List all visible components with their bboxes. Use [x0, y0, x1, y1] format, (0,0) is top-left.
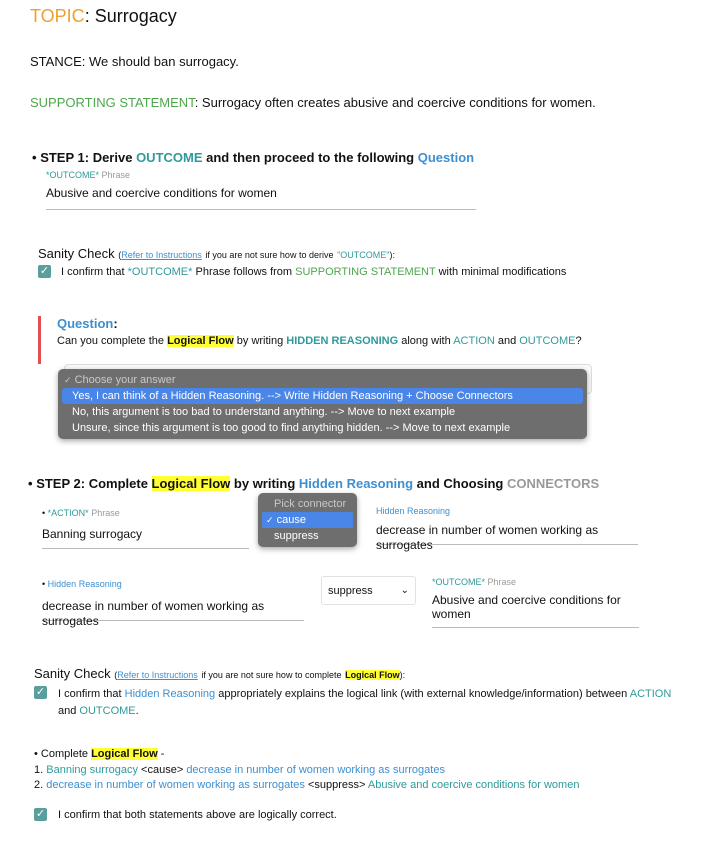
flow-line-2	[34, 779, 579, 791]
question-title	[57, 316, 118, 331]
outcome-field-value: Abusive and coercive conditions for women	[46, 186, 277, 200]
supporting-statement: SUPPORTING STATEMENT: Surrogacy often creates abusive and coercive conditions for women.	[30, 95, 596, 110]
answer-placeholder	[58, 372, 587, 388]
outcome2-field-label	[432, 577, 516, 587]
connector-dropdown-menu[interactable]	[258, 493, 357, 547]
step2-mid: by writing	[233, 476, 296, 491]
flow-line-1	[34, 764, 445, 776]
flow1-conn: <cause>	[141, 764, 184, 776]
sanity1-tag: "OUTCOME"	[337, 250, 390, 260]
q-t1: Can you complete the	[57, 335, 165, 347]
outcome-field[interactable]	[46, 185, 476, 210]
topic-value: Surrogacy	[94, 6, 177, 26]
outcome-tag: *OUTCOME*	[46, 170, 100, 180]
sanity2-hidden: Hidden Reasoning	[124, 688, 216, 700]
step2-and: and Choosing	[416, 476, 504, 491]
phrase-label: Phrase	[101, 170, 131, 180]
complete-prefix: Complete	[40, 748, 88, 760]
q-qmark: ?	[575, 335, 582, 347]
connector-placeholder: Pick connector	[274, 498, 347, 510]
sanity2-and: and	[58, 705, 77, 717]
connector-option-suppress[interactable]: suppress	[274, 530, 319, 542]
final-confirm-row	[34, 808, 337, 821]
sanity2-confirm-row	[34, 686, 674, 720]
topic-label: TOPIC	[30, 6, 85, 26]
q-action: ACTION	[453, 335, 495, 347]
sanity1-confirm-suffix: with minimal modifications	[438, 265, 567, 278]
connector2-select[interactable]	[321, 576, 416, 605]
sanity2-logical-flow: Logical Flow	[345, 670, 400, 680]
stance: STANCE: We should ban surrogacy.	[30, 54, 239, 69]
action-field[interactable]	[42, 526, 249, 549]
supporting-label: SUPPORTING STATEMENT	[30, 95, 195, 110]
question-title-text: Question	[57, 316, 114, 331]
complete-dash: -	[160, 748, 165, 760]
step1-heading	[32, 150, 474, 165]
complete-logical-flow: Logical Flow	[91, 748, 158, 760]
sanity2-action: ACTION	[629, 688, 672, 700]
step1-question: Question	[417, 150, 475, 165]
bullet: •	[42, 508, 46, 518]
sanity2-title: Sanity Check	[34, 666, 111, 681]
bullet: •	[28, 476, 33, 491]
connector-option-cause[interactable]	[262, 512, 353, 528]
sanity1-paren-close: ):	[389, 250, 395, 260]
sanity-check-2	[34, 666, 405, 681]
q-t2: by writing	[236, 335, 284, 347]
sanity1-confirm-sup: SUPPORTING STATEMENT	[295, 265, 436, 278]
flow2-b: Abusive and coercive conditions for women	[367, 779, 580, 791]
sanity2-confirm-mid: appropriately explains the logical link (with external knowledge/information) between	[218, 688, 628, 700]
sanity1-confirm-mid: Phrase follows from	[195, 265, 293, 278]
answer-option-no[interactable]: No, this argument is too bad to understand anything. --> Move to next example	[72, 406, 456, 418]
sanity1-instructions-link[interactable]: Refer to Instructions	[121, 250, 202, 260]
sanity2-paren-open: (	[114, 670, 118, 680]
question-colon: :	[113, 316, 118, 331]
q-and: and	[497, 335, 517, 347]
answer-dropdown-menu[interactable]	[58, 369, 587, 439]
action-field-value: Banning surrogacy	[42, 527, 143, 541]
sanity2-checkbox[interactable]: ✓	[35, 686, 46, 698]
bullet: •	[42, 579, 46, 589]
sanity2-paren-close: ):	[399, 670, 406, 680]
sanity2-confirm-text	[58, 686, 674, 720]
hidden2-field-label	[42, 579, 122, 589]
flow2-num: 2.	[34, 779, 44, 791]
outcome2-field[interactable]	[432, 593, 639, 628]
q-logical-flow: Logical Flow	[167, 335, 234, 347]
flow1-b: decrease in number of women working as surrogates	[186, 764, 445, 776]
final-confirm-text: I confirm that both statements above are logically correct.	[58, 808, 337, 821]
sanity2-middle: if you are not sure how to complete	[201, 670, 342, 680]
sanity1-middle: if you are not sure how to derive	[205, 250, 334, 260]
connector-cause-text: cause	[276, 514, 306, 526]
final-checkbox[interactable]: ✓	[35, 808, 46, 820]
step2-logical-flow: Logical Flow	[151, 476, 231, 491]
step2-connectors: CONNECTORS	[506, 476, 600, 491]
action-field-label	[42, 508, 120, 518]
topic-heading: TOPIC: Surrogacy	[30, 6, 177, 26]
sanity1-paren-open: (	[118, 250, 122, 260]
supporting-value: Surrogacy often creates abusive and coercive conditions for women.	[201, 95, 596, 110]
q-hidden: HIDDEN REASONING	[286, 335, 399, 347]
sanity2-period: .	[135, 705, 139, 717]
sanity1-confirm-text	[61, 266, 566, 278]
bullet: •	[32, 150, 37, 165]
q-outcome: OUTCOME	[519, 335, 576, 347]
hidden1-label: Hidden Reasoning	[376, 506, 451, 516]
hidden1-value: decrease in number of women working as surrogates	[376, 523, 599, 552]
step1-outcome: OUTCOME	[136, 150, 203, 165]
step1-mid: and then proceed to the following	[202, 150, 418, 165]
hidden2-field[interactable]	[42, 598, 304, 628]
step2-hidden: Hidden Reasoning	[298, 476, 414, 491]
sanity1-confirm-row	[38, 265, 566, 278]
stance-label: STANCE	[30, 54, 82, 69]
step1-prefix: STEP 1: Derive	[40, 150, 137, 165]
outcome2-value: Abusive and coercive conditions for women	[432, 593, 621, 621]
action-tag: *ACTION*	[47, 508, 89, 518]
flow2-conn: <suppress>	[307, 779, 366, 791]
sanity2-instructions-link[interactable]: Refer to Instructions	[117, 670, 198, 680]
hidden2-value: decrease in number of women working as surrogates	[42, 599, 265, 628]
bullet: •	[34, 748, 38, 760]
check-icon: ✓	[266, 515, 274, 525]
outcome-field-label	[46, 170, 130, 180]
q-t3: along with	[401, 335, 451, 347]
sanity2-confirm-prefix: I confirm that	[58, 688, 122, 700]
step2-prefix: STEP 2: Complete	[36, 476, 148, 491]
stance-value: We should ban surrogacy.	[89, 54, 239, 69]
step2-heading	[28, 476, 599, 491]
flow2-a: decrease in number of women working as surrogates	[46, 779, 305, 791]
answer-option-yes[interactable]: Yes, I can think of a Hidden Reasoning. --> Write Hidden Reasoning + Choose Connectors	[62, 388, 583, 404]
complete-heading	[34, 748, 164, 760]
chevron-down-icon: ⌄	[400, 585, 409, 596]
phrase-label: Phrase	[91, 508, 120, 518]
phrase-label: Phrase	[487, 577, 517, 587]
sanity1-title: Sanity Check	[38, 246, 115, 261]
flow1-num: 1.	[34, 764, 44, 776]
sanity-check-1	[38, 246, 395, 261]
sanity2-outcome: OUTCOME	[79, 705, 136, 717]
check-icon: ✓	[64, 375, 72, 385]
flow1-a: Banning surrogacy	[46, 764, 138, 776]
sanity1-confirm-prefix: I confirm that	[61, 265, 125, 278]
question-bar	[38, 316, 41, 364]
answer-option-unsure[interactable]: Unsure, since this argument is too good to find anything hidden. --> Move to next example	[72, 422, 511, 434]
sanity1-checkbox[interactable]: ✓	[39, 265, 50, 277]
outcome2-tag: *OUTCOME*	[432, 577, 486, 587]
connector2-value: suppress	[328, 584, 373, 597]
question-text	[57, 335, 582, 347]
hidden2-label: Hidden Reasoning	[47, 579, 122, 589]
hidden1-field[interactable]	[376, 522, 638, 552]
sanity1-confirm-tag: *OUTCOME*	[127, 265, 193, 278]
answer-placeholder-text: Choose your answer	[74, 374, 176, 386]
